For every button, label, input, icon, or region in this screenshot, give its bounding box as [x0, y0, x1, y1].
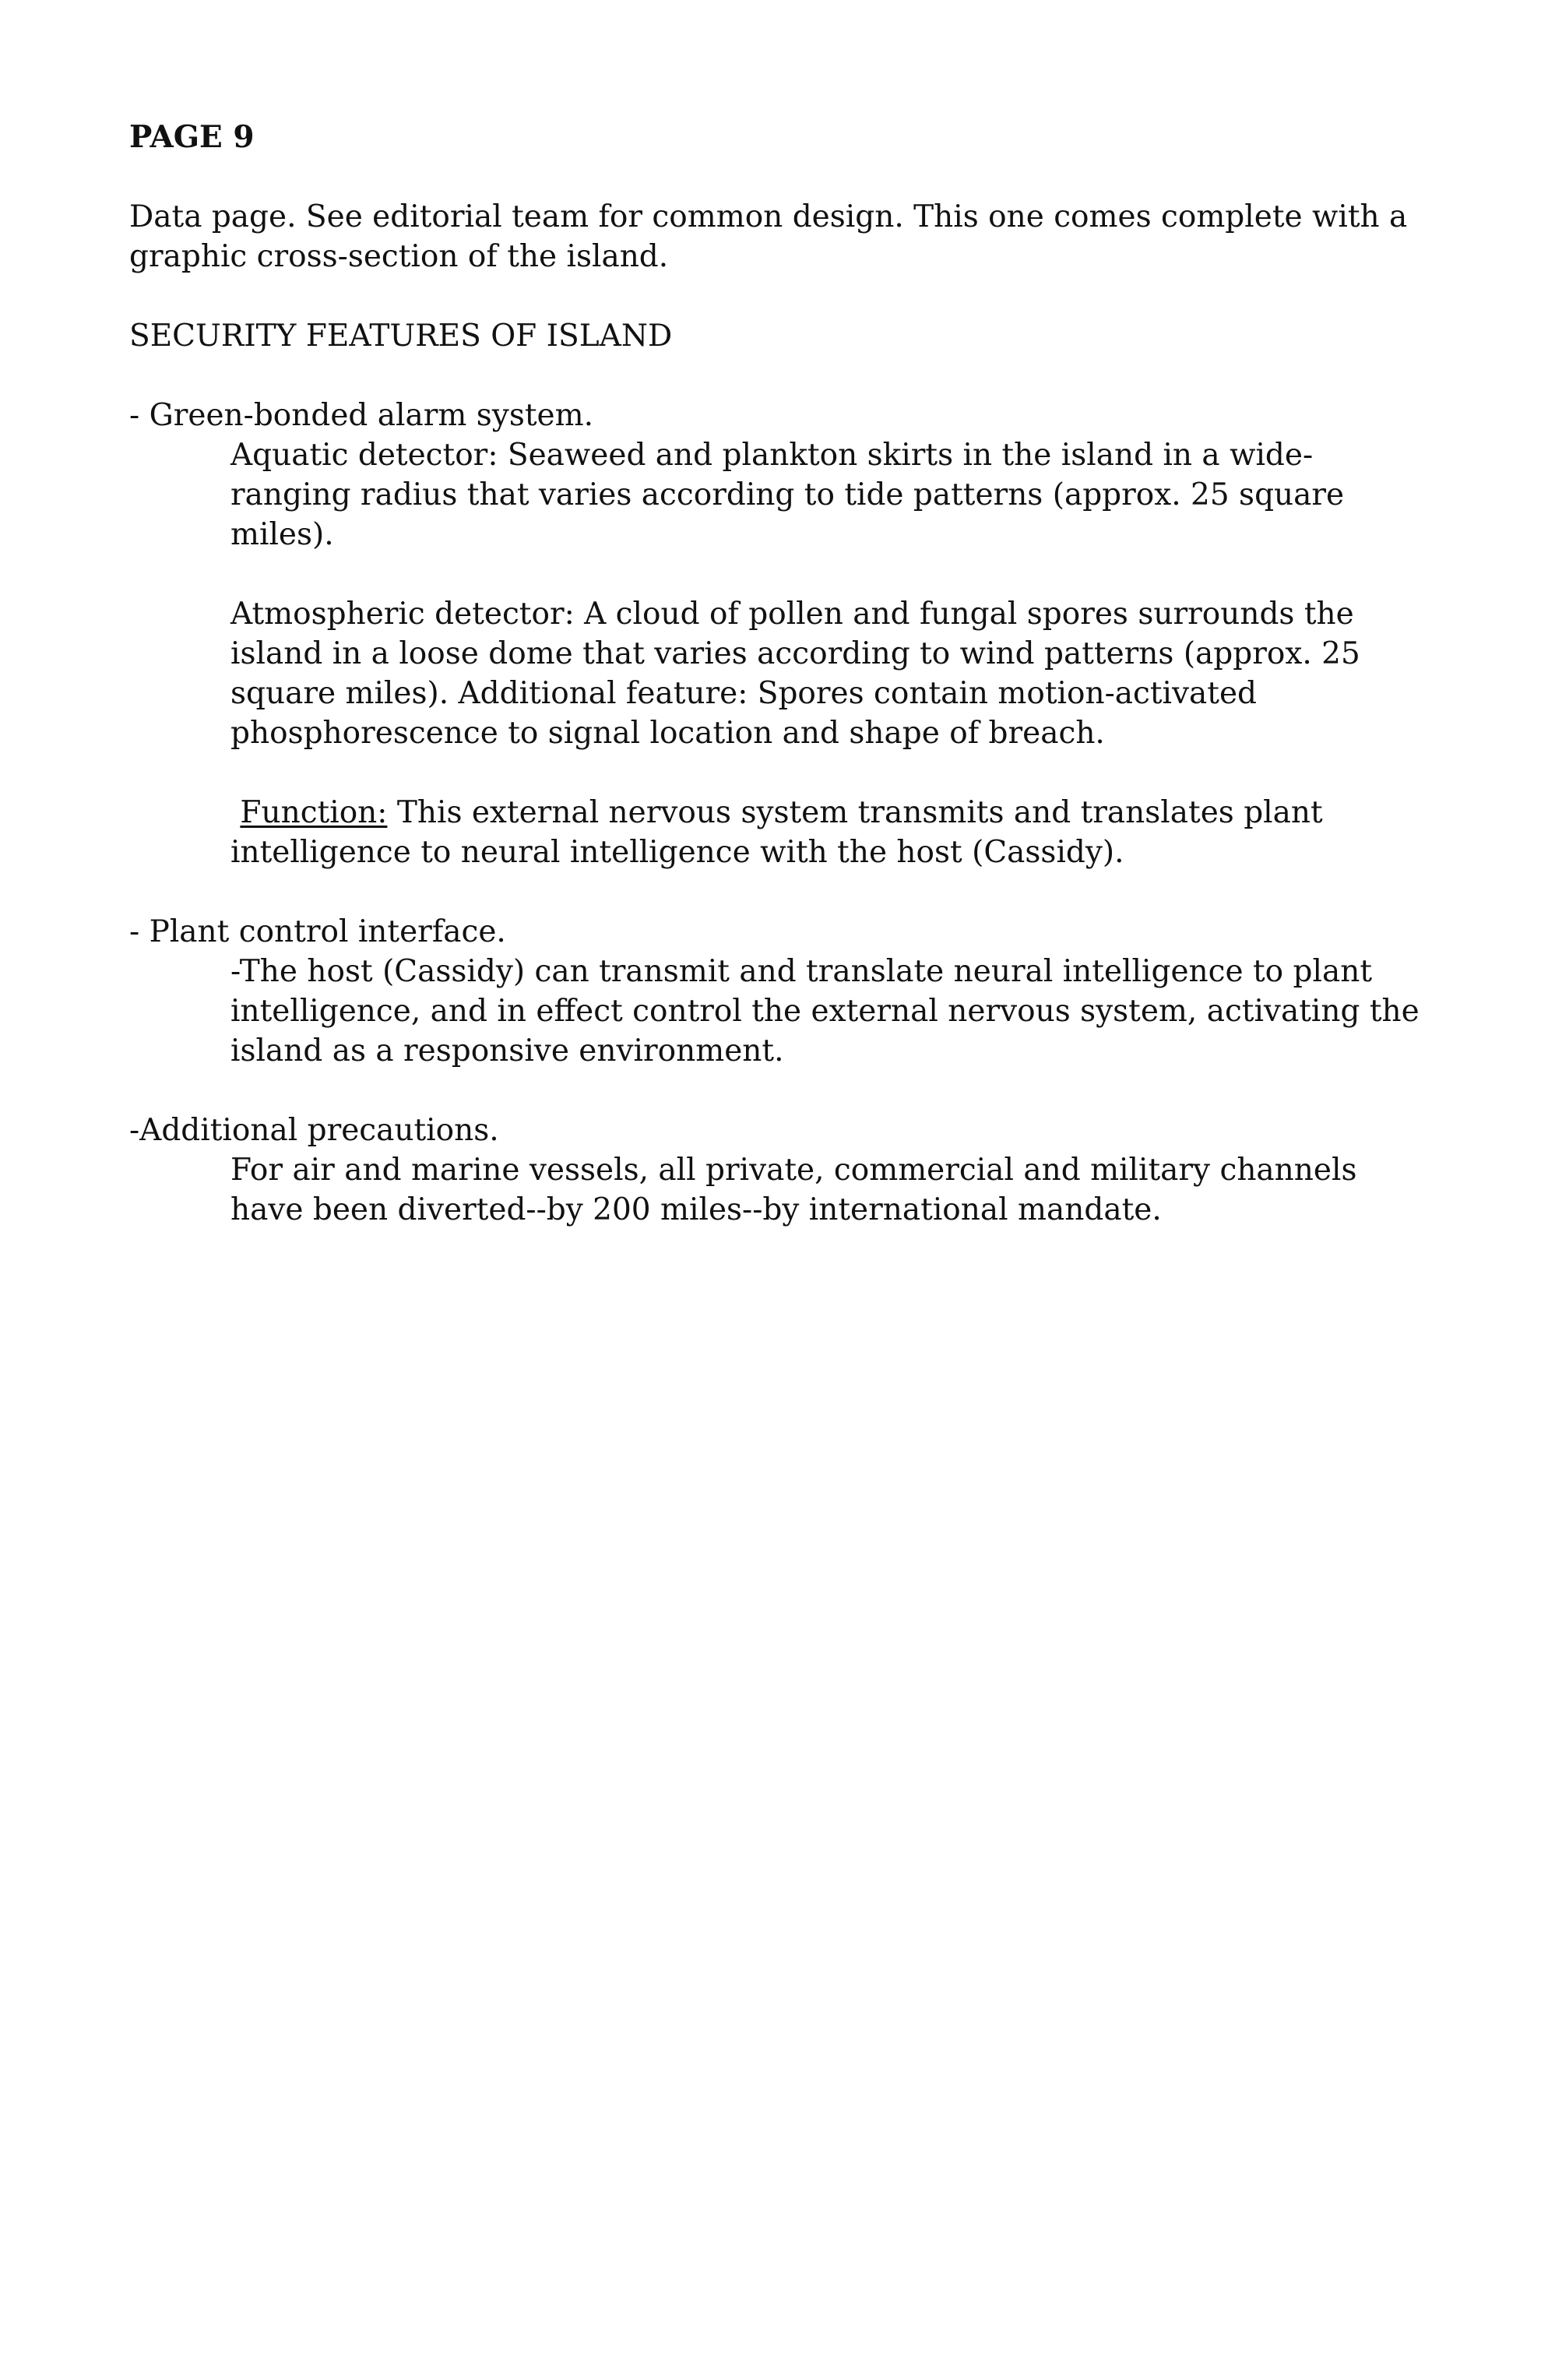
precautions-paragraph: For air and marine vessels, all private, commercial and military channels have been diverted--by 200 miles--by international mandate.: [230, 1153, 1357, 1227]
precautions-heading: -Additional precautions.: [129, 1113, 499, 1148]
document-content: [129, 118, 1422, 1230]
intro-paragraph: Data page. See editorial team for common design. This one comes complete with a graphic cross-section of the island.: [129, 199, 1408, 274]
page-title: PAGE 9: [129, 119, 255, 155]
aquatic-detector-paragraph: Aquatic detector: Seaweed and plankton skirts in the island in a wide-ranging radius that varies according to tide patterns (approx. 25 square miles).: [230, 438, 1345, 552]
section-title: SECURITY FEATURES OF ISLAND: [129, 319, 673, 354]
function-paragraph: [129, 793, 1422, 872]
alarm-heading: - Green-bonded alarm system.: [129, 398, 593, 433]
plant-control-paragraph: -The host (Cassidy) can transmit and translate neural intelligence to plant intelligence, and in effect control the external nervous system, activating the island as a responsive environment.: [230, 954, 1420, 1069]
function-text: This external nervous system transmits and translates plant intelligence to neural intelligence with the host (Cassidy).: [230, 795, 1323, 870]
atmospheric-detector-paragraph: Atmospheric detector: A cloud of pollen and fungal spores surrounds the island in a loose dome that varies according to wind patterns (approx. 25 square miles). Additional feature: Spores contain motion-activated phosphorescence to signal location and shape of breach.: [230, 597, 1360, 751]
function-label: Function:: [240, 795, 388, 830]
plant-control-heading: - Plant control interface.: [129, 914, 506, 949]
